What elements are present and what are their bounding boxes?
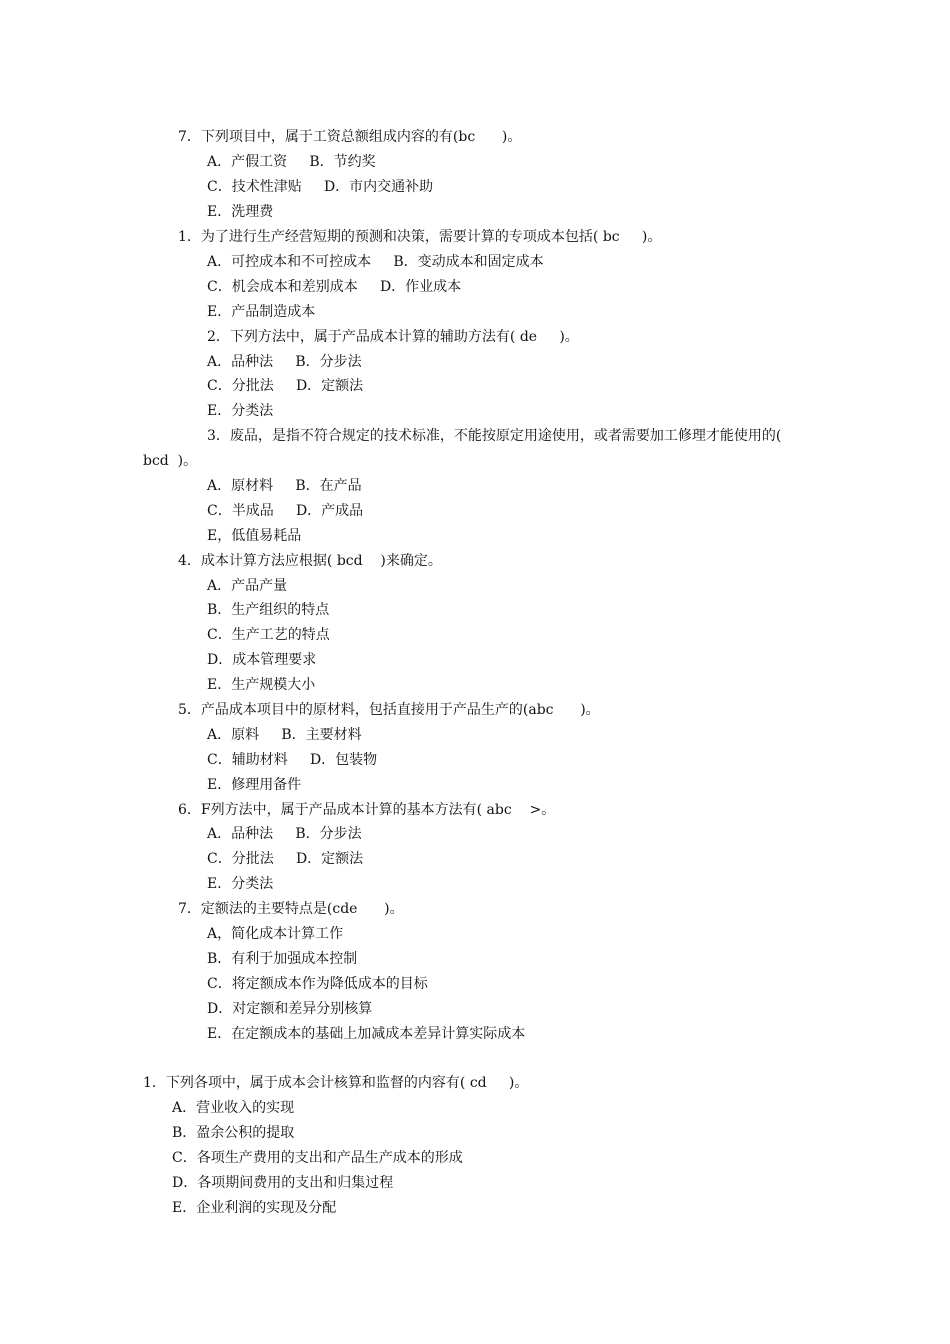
question-stem: 6．F列方法中，属于产品成本计算的基本方法有( abc >。: [178, 802, 556, 818]
question-stem: 7．下列项目中，属于工资总额组成内容的有(bc )。: [178, 129, 522, 145]
question-stem: 5．产品成本项目中的原材料，包括直接用于产品生产的(abc )。: [178, 702, 600, 718]
answer-option: E．修理用备件: [207, 777, 302, 793]
answer-option: D．对定额和差异分别核算: [207, 1001, 373, 1017]
question-stem: 1．下列各项中，属于成本会计核算和监督的内容有( cd )。: [143, 1075, 529, 1091]
question-stem: 4．成本计算方法应根据( bcd )来确定。: [178, 553, 442, 569]
question-stem: 3．废品，是指不符合规定的技术标准，不能按原定用途使用，或者需要加工修理才能使用的(: [207, 428, 782, 444]
question-stem: 1．为了进行生产经营短期的预测和决策，需要计算的专项成本包括( bc )。: [178, 229, 662, 245]
answer-option: A．原料 B．主要材料: [207, 727, 362, 743]
answer-option: E．分类法: [207, 876, 274, 892]
answer-option: D．各项期间费用的支出和归集过程: [172, 1175, 394, 1191]
answer-option: C．技术性津贴 D．市内交通补助: [207, 179, 434, 195]
answer-option: A．产假工资 B．节约奖: [207, 154, 376, 170]
answer-option: B．生产组织的特点: [207, 602, 330, 618]
answer-option: A．品种法 B．分步法: [207, 354, 362, 370]
answer-option: A．品种法 B．分步法: [207, 826, 362, 842]
answer-option: E．在定额成本的基础上加减成本差异计算实际成本: [207, 1026, 526, 1042]
question-stem: 7．定额法的主要特点是(cde )。: [178, 901, 404, 917]
answer-option: E．分类法: [207, 403, 274, 419]
answer-option: A，简化成本计算工作: [207, 926, 344, 942]
answer-option: A．原材料 B．在产品: [207, 478, 362, 494]
answer-option: C．各项生产费用的支出和产品生产成本的形成: [172, 1150, 463, 1166]
answer-option: D．成本管理要求: [207, 652, 317, 668]
answer-option: A．营业收入的实现: [172, 1100, 295, 1116]
answer-option: C．将定额成本作为降低成本的目标: [207, 976, 428, 992]
question-stem-continuation: bcd )。: [143, 453, 198, 469]
answer-option: E，低值易耗品: [207, 528, 302, 544]
answer-option: C．半成品 D．产成品: [207, 503, 364, 519]
answer-option: C．分批法 D．定额法: [207, 851, 364, 867]
answer-option: E．生产规模大小: [207, 677, 316, 693]
answer-option: E．产品制造成本: [207, 304, 316, 320]
answer-option: A．产品产量: [207, 578, 288, 594]
answer-option: A．可控成本和不可控成本 B．变动成本和固定成本: [207, 254, 544, 270]
answer-option: C．机会成本和差别成本 D．作业成本: [207, 279, 462, 295]
answer-option: C．生产工艺的特点: [207, 627, 330, 643]
answer-option: E．洗理费: [207, 204, 274, 220]
answer-option: B．盈余公积的提取: [172, 1125, 295, 1141]
answer-option: C．分批法 D．定额法: [207, 378, 364, 394]
answer-option: B．有利于加强成本控制: [207, 951, 358, 967]
answer-option: E．企业利润的实现及分配: [172, 1200, 337, 1216]
answer-option: C．辅助材料 D．包装物: [207, 752, 378, 768]
question-stem: 2．下列方法中，属于产品成本计算的辅助方法有( de )。: [207, 329, 579, 345]
